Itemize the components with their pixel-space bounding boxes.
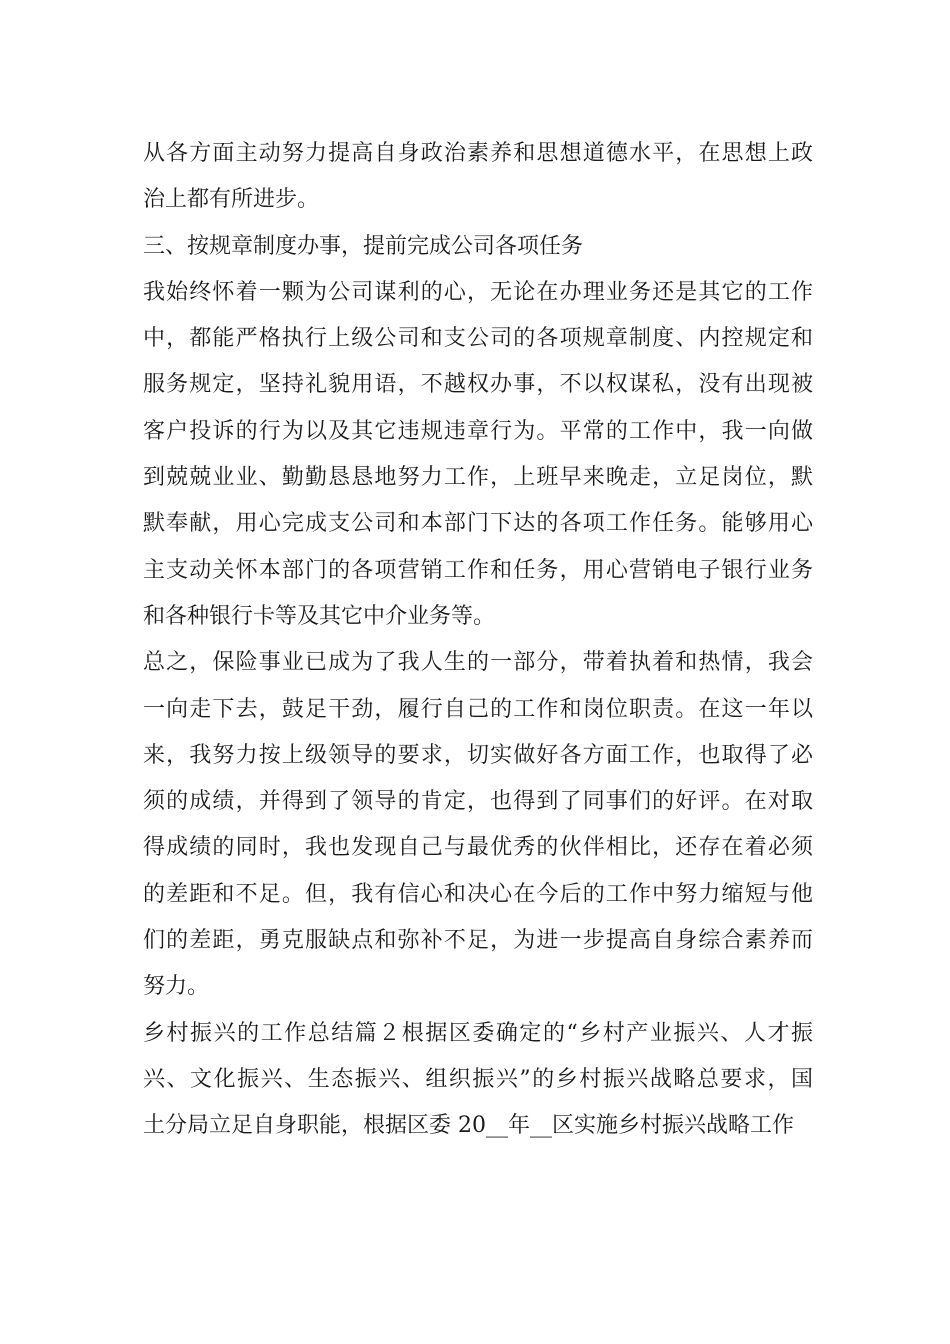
text-line: 治上都有所进步。: [143, 187, 320, 213]
text-line: 乡村振兴的工作总结篇２根据区委确定的“乡村产业振兴、人才振: [143, 1020, 813, 1046]
paragraph: [143, 270, 813, 640]
paragraph: [143, 131, 813, 224]
paragraph: [143, 640, 813, 1010]
paragraph: [143, 224, 813, 270]
text-line: 须的成绩，并得到了领导的肯定，也得到了同事们的好评。在对取: [143, 789, 813, 815]
text-line: 和各种银行卡等及其它中介业务等。: [143, 603, 496, 629]
text-line: 的差距和不足。但，我有信心和决心在今后的工作中努力缩短与他: [143, 881, 813, 907]
text-line: 默奉献，用心完成支公司和本部门下达的各项工作任务。能够用心: [143, 511, 813, 537]
text-line: 到兢兢业业、勤勤恳恳地努力工作，上班早来晚走，立足岗位，默: [143, 465, 813, 491]
text-line: 我始终怀着一颗为公司谋利的心，无论在办理业务还是其它的工作: [143, 279, 813, 305]
text-line: 客户投诉的行为以及其它违规违章行为。平常的工作中，我一向做: [143, 418, 813, 444]
text-line: 服务规定，坚持礼貌用语，不越权办事，不以权谋私，没有出现被: [143, 372, 813, 398]
document-body: [143, 131, 813, 1150]
paragraph: [143, 1011, 813, 1150]
text-line: 主支动关怀本部门的各项营销工作和任务，用心营销电子银行业务: [143, 557, 813, 583]
text-line: 土分局立足自身职能，根据区委 20__年__区实施乡村振兴战略工作: [143, 1113, 794, 1139]
text-line: 兴、文化振兴、生态振兴、组织振兴”的乡村振兴战略总要求，国: [143, 1066, 813, 1092]
text-line: 努力。: [143, 974, 210, 1000]
text-line: 中，都能严格执行上级公司和支公司的各项规章制度、内控规定和: [143, 326, 813, 352]
text-line: 们的差距，勇克服缺点和弥补不足，为进一步提高自身综合素养而: [143, 928, 813, 954]
text-line: 总之，保险事业已成为了我人生的一部分，带着执着和热情，我会: [143, 650, 813, 676]
text-line: 三、按规章制度办事，提前完成公司各项任务: [143, 233, 584, 259]
text-line: 一向走下去，鼓足干劲，履行自己的工作和岗位职责。在这一年以: [143, 696, 813, 722]
text-line: 来，我努力按上级领导的要求，切实做好各方面工作，也取得了必: [143, 742, 813, 768]
text-line: 从各方面主动努力提高自身政治素养和思想道德水平，在思想上政: [143, 141, 813, 166]
text-line: 得成绩的同时，我也发现自己与最优秀的伙伴相比，还存在着必须: [143, 835, 813, 861]
